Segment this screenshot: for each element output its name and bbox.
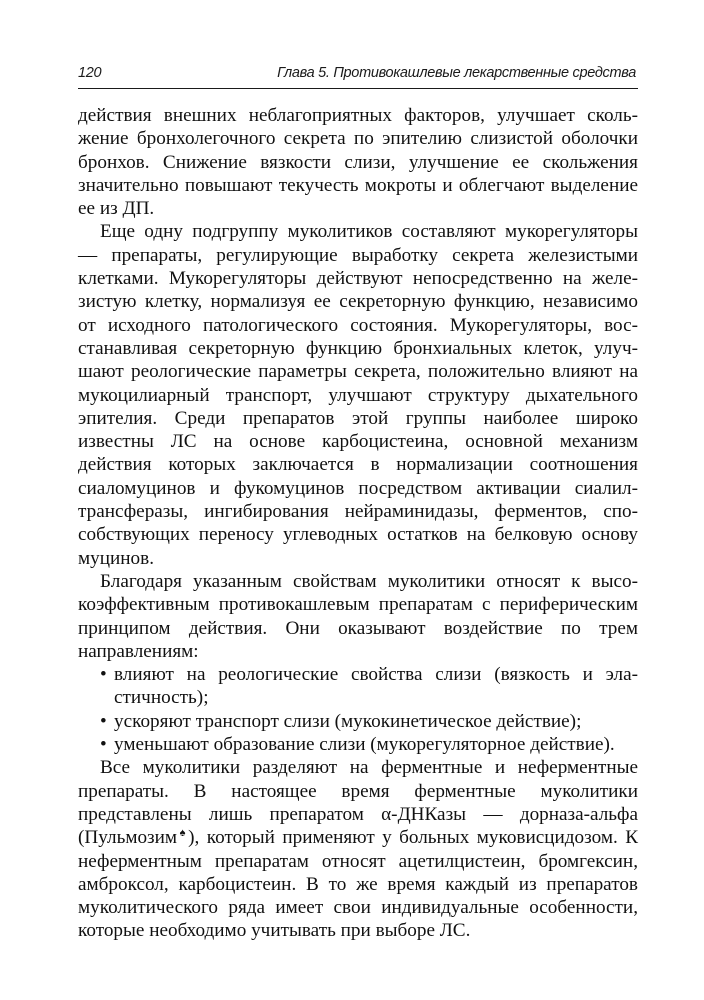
registered-mark: ♠ bbox=[177, 827, 189, 840]
list-item bbox=[100, 710, 638, 733]
bullet-icon: • bbox=[100, 734, 107, 756]
paragraph-text-part: Все муколитики разделяют на ферментные и неферментные препараты. В настоящее время ферментные муколитики представлены лишь препаратом α-ДНКазы — дорназа-альфа (Пульмозим bbox=[78, 757, 638, 849]
paragraph-mucolytic-effects: Благодаря указанным свойствам муколитики относят к высокоэффективным противокашлевым препаратам с периферическим принципом действия. Они оказывают воздействие по трем направлениям: bbox=[78, 570, 638, 662]
running-head: Глава 5. Противокашлевые лекарственные средства bbox=[277, 65, 636, 81]
paragraph-mucolytic-classes bbox=[78, 756, 638, 942]
paragraph-continuation: действия внешних неблагоприятных факторов, улучшает скольжение бронхолегочного секрета по эпителию слизистой оболочки бронхов. Снижение вязкости слизи, улучшение ее скольжения значительно повышают текучесть мокроты и облегчают выделение ее из ДП. bbox=[78, 105, 638, 220]
list-item bbox=[100, 663, 638, 710]
list-item bbox=[100, 733, 638, 756]
bullet-icon: • bbox=[100, 710, 107, 732]
paragraph-mucoregulators: Еще одну подгруппу муколитиков составляют мукорегуляторы — препараты, регулирующие выработку секрета железистыми клетками. Мукорегуляторы действуют непосредственно на железистую клетку, нормализуя ее секреторную функцию, независимо от исходного патологического состояния. Мукорегуляторы, восстанавливая секреторную функцию бронхиальных клеток, улучшают реологические параметры секрета, положительно влияют на мукоцилиарный транспорт, улучшают структуру дыхательного эпителия. Среди препаратов этой группы наиболее широко известны ЛС на основе карбоцистеина, основной механизм действия которых заключается в нормализации соотношения сиаломуцинов и фукомуцинов посредством активации сиалилтрансферазы, ингибирования нейраминидазы, ферментов, способствующих переносу углеводных остатков на белковую основу муцинов. bbox=[78, 221, 638, 569]
list-item-text: ускоряют транспорт слизи (мукокинетическое действие); bbox=[114, 710, 582, 732]
list-item-text: уменьшают образование слизи (мукорегуляторное действие). bbox=[114, 734, 615, 756]
page-number: 120 bbox=[78, 65, 102, 81]
effects-list bbox=[78, 663, 638, 756]
list-item-text: влияют на реологические свойства слизи (вязкость и эластичность); bbox=[114, 664, 638, 709]
paragraph-text-part: ), который применяют у больных муковисцидозом. К неферментным препаратам относят ацетилцистеин, бромгексин, амброксол, карбоцистеин. В то же время каждый из препаратов муколитического ряда имеет свои индивидуальные особенности, которые необходимо учитывать при выборе ЛС. bbox=[78, 827, 639, 942]
page-header bbox=[78, 58, 638, 89]
book-page bbox=[78, 0, 638, 1000]
body-text bbox=[78, 104, 638, 943]
bullet-icon: • bbox=[100, 664, 107, 686]
